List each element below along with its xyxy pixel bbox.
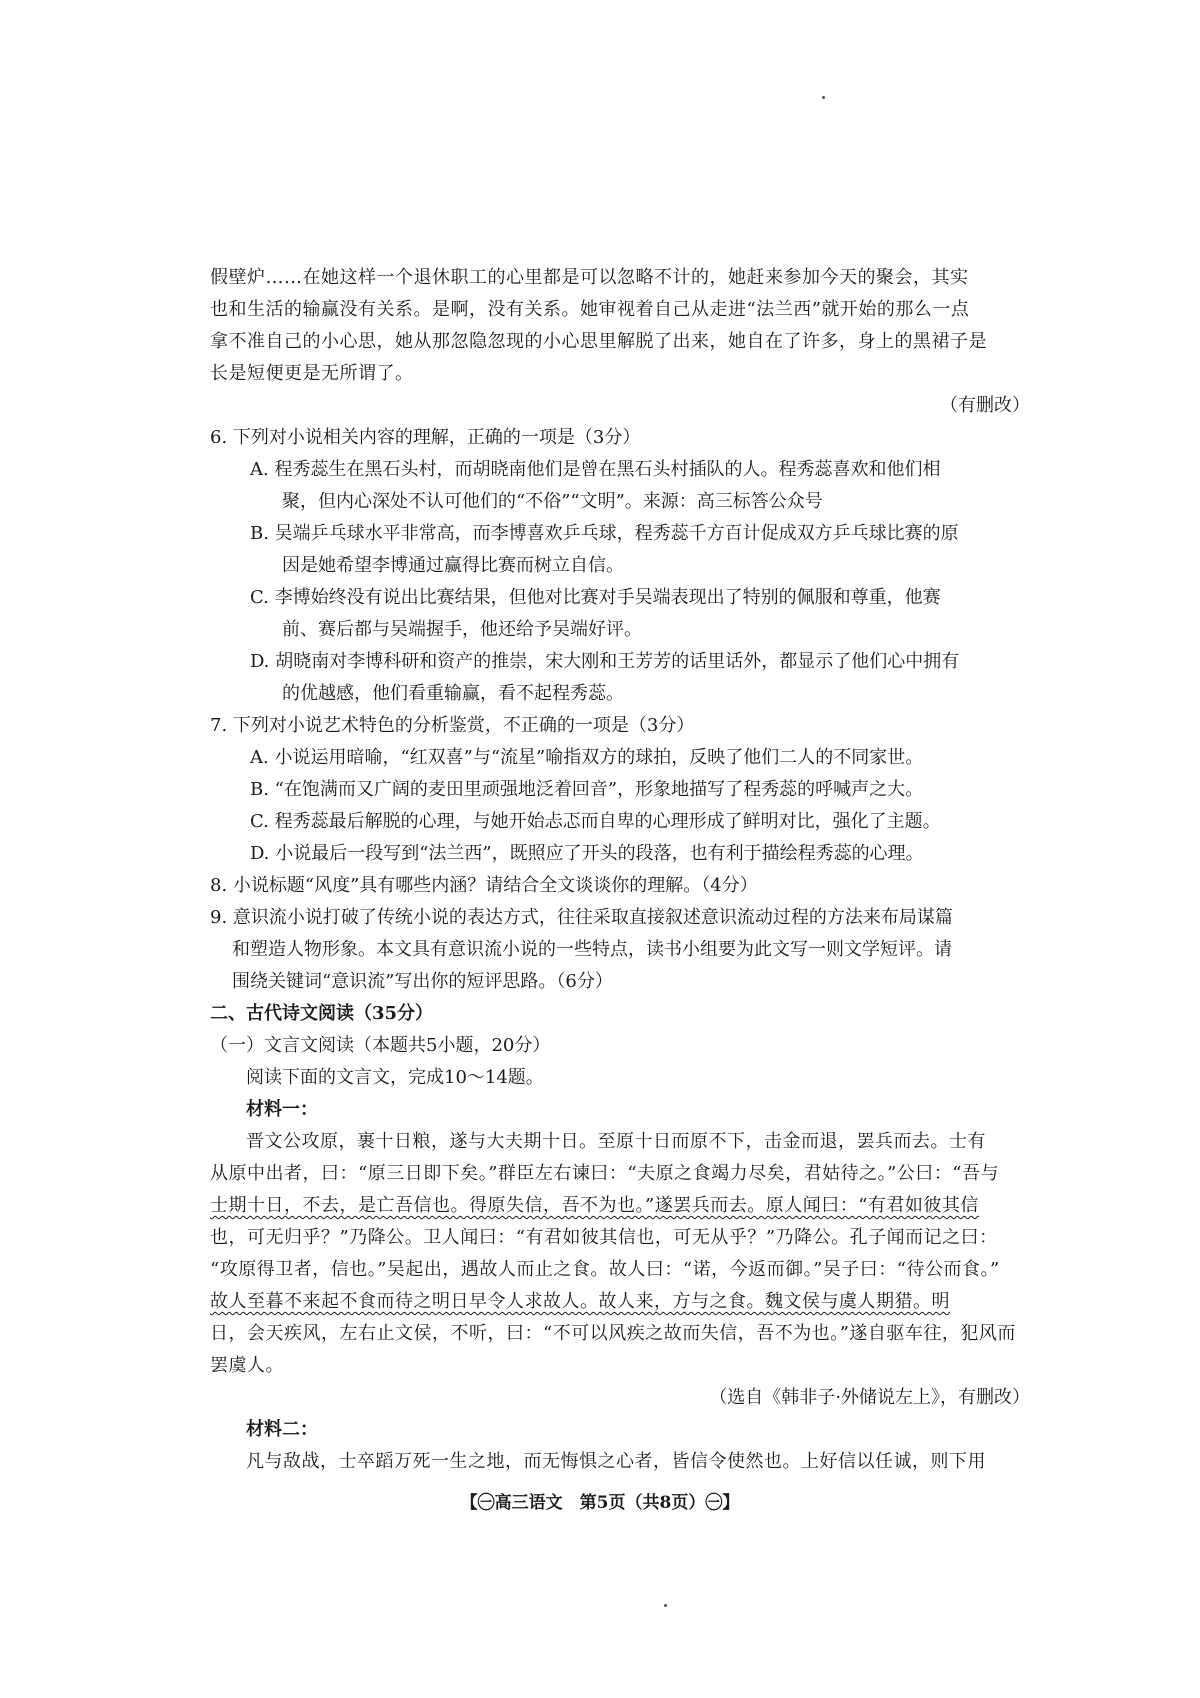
material-line: 罢虞人。: [210, 1355, 284, 1376]
material-line: 日，会天疾风，左右止文侯，不听，曰：“不可以风疾之故而失信，吾不为也。”遂自驱车往，犯风而: [210, 1323, 1016, 1344]
material-2-label: 材料二：: [246, 1419, 318, 1440]
option-text-cont: 的优越感，他们看重输赢，看不起程秀蕊。: [282, 683, 624, 704]
instruction: 阅读下面的文言文，完成10～14题。: [246, 1067, 544, 1088]
option-c: C. 程秀蕊最后解脱的心理，与她开始忐忑而自卑的心理形成了鲜明对比，强化了主题。: [250, 811, 941, 832]
question-line: 围绕关键词“意识流”写出你的短评思路。（6分）: [232, 971, 613, 992]
question-line: 9. 意识流小说打破了传统小说的表达方式，往往采取直接叙述意识流动过程的方法来布局谋篇: [210, 907, 953, 928]
material-line-underlined: 士期十日，不去，是亡吾信也。得原失信，吾不为也。”遂罢兵而去。原人闻曰：“有君如彼其信: [210, 1195, 979, 1216]
option-a: A. 小说运用暗喻，“红双喜”与“流星”喻指双方的球拍，反映了他们二人的不同家世。: [250, 747, 924, 768]
question-8: 8. 小说标题“风度”具有哪些内涵？请结合全文谈谈你的理解。（4分）: [210, 875, 758, 896]
question-9: [210, 902, 1030, 998]
question-stem: 6. 下列对小说相关内容的理解，正确的一项是（3分）: [210, 427, 641, 448]
subsection-title: （一）文言文阅读（本题共5小题，20分）: [210, 1035, 551, 1056]
story-line: 也和生活的输赢没有关系。是啊，没有关系。她审视着自己从走进“法兰西”就开始的那么一点: [210, 299, 970, 320]
option-a: [250, 454, 1030, 518]
material-line: 晋文公攻原，裹十日粮，遂与大夫期十日。至原十日而原不下，击金而退，罢兵而去。士有: [246, 1131, 986, 1152]
option-b: [250, 518, 1030, 582]
exam-page: [210, 262, 1030, 1478]
scan-speck: [664, 1604, 667, 1607]
scan-speck: [822, 96, 825, 99]
story-note: （有删改）: [940, 395, 1030, 416]
option-text: B. 吴端乒乓球水平非常高，而李博喜欢乒乓球，程秀蕊千方百计促成双方乒乓球比赛的原: [250, 523, 959, 544]
question-line: 和塑造人物形象。本文具有意识流小说的一些特点，读书小组要为此文写一则文学短评。请: [232, 939, 952, 960]
option-text: A. 程秀蕊生在黑石头村，而胡晓南他们是曾在黑石头村插队的人。程秀蕊喜欢和他们相: [250, 459, 941, 480]
option-d: D. 小说最后一段写到“法兰西”，既照应了开头的段落，也有利于描绘程秀蕊的心理。: [250, 843, 924, 864]
question-stem: 7. 下列对小说艺术特色的分析鉴赏，不正确的一项是（3分）: [210, 715, 695, 736]
material-line: 凡与敌战，士卒蹈万死一生之地，而无悔惧之心者，皆信令使然也。上好信以任诚，则下用: [246, 1451, 986, 1472]
option-text-cont: 聚，但内心深处不认可他们的“不俗”“文明”。来源：高三标答公众号: [282, 491, 823, 512]
option-text: C. 李博始终没有说出比赛结果，但他对比赛对手吴端表现出了特别的佩服和尊重，他赛: [250, 587, 941, 608]
story-line: 假壁炉……在她这样一个退休职工的心里都是可以忽略不计的，她赶来参加今天的聚会，其实: [210, 267, 969, 288]
question-6: [210, 422, 1030, 710]
story-line: 拿不准自己的小心思，她从那忽隐忽现的小心思里解脱了出来，她自在了许多，身上的黑裙子是: [210, 331, 987, 352]
material-source: （选自《韩非子·外储说左上》，有删改）: [709, 1387, 1030, 1408]
material-line: “攻原得卫者，信也。”吴起出，遇故人而止之食。故人曰：“诺，今返而御。”吴子曰：“待公而食。”: [210, 1259, 1000, 1280]
material-line: 也，可无归乎？”乃降公。卫人闻曰：“有君如彼其信也，可无从乎？”乃降公。孔子闻而记之曰：: [210, 1227, 998, 1248]
material-1-text: [210, 1126, 1030, 1414]
option-text-cont: 前、赛后都与吴端握手，他还给予吴端好评。: [282, 619, 642, 640]
material-1-label: 材料一：: [246, 1099, 318, 1120]
section-title: 二、古代诗文阅读（35分）: [210, 1003, 434, 1024]
page-footer: 【㊀高三语文 第5页（共8页）㊀】: [460, 1493, 740, 1513]
option-c: [250, 582, 1030, 646]
story-line: 长是短便更是无所谓了。: [210, 363, 414, 384]
option-text: D. 胡晓南对李博科研和资产的推崇，宋大刚和王芳芳的话里话外，都显示了他们心中拥有: [250, 651, 960, 672]
option-b: B. “在饱满而又广阔的麦田里顽强地泛着回音”，形象地描写了程秀蕊的呼喊声之大。: [250, 779, 924, 800]
story-tail: [210, 262, 1030, 422]
material-line-underlined: 故人至暮不来起不食而待之明日早令人求故人。故人来，方与之食。魏文侯与虞人期猎。明: [210, 1291, 950, 1312]
option-d: [250, 646, 1030, 710]
question-7: [210, 710, 1030, 870]
material-line: 从原中出者，曰：“原三日即下矣。”群臣左右谏曰：“夫原之食竭力尽矣，君姑待之。”公曰：“吾与: [210, 1163, 1000, 1184]
option-text-cont: 因是她希望李博通过赢得比赛而树立自信。: [282, 555, 624, 576]
